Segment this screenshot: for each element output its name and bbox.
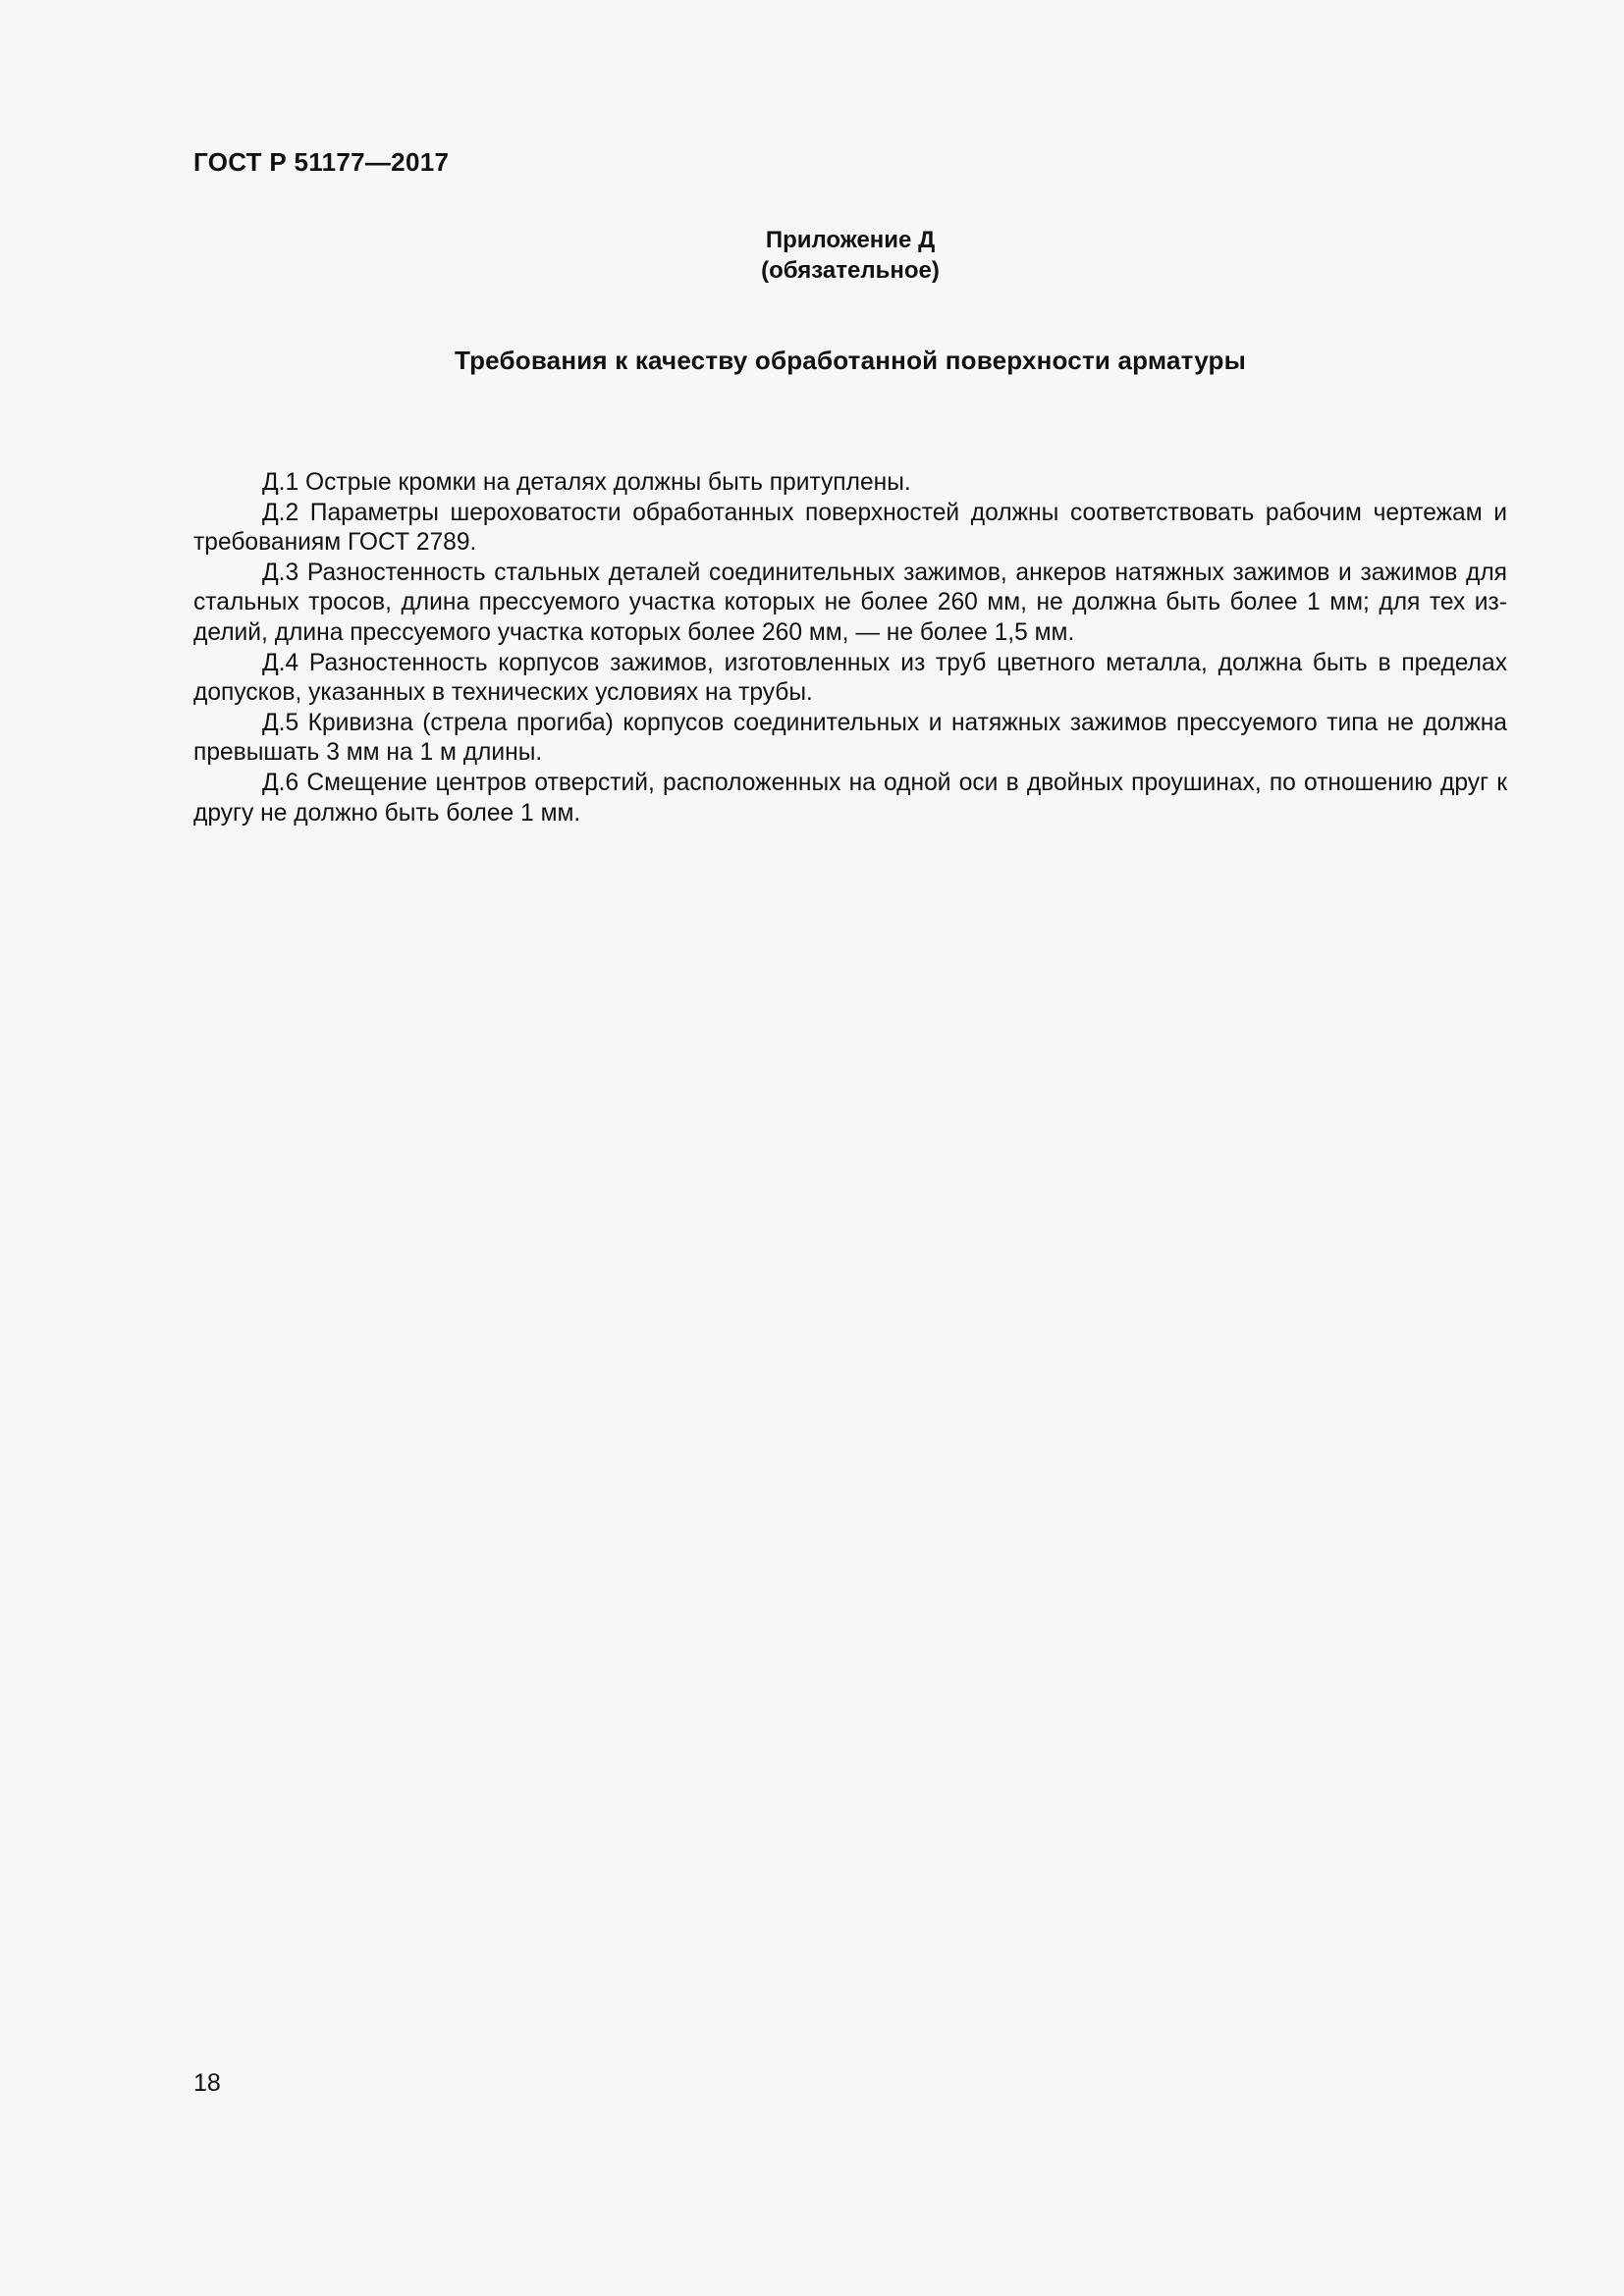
paragraph-d5: Д.5 Кривизна (стрела прогиба) корпусов соединительных и натяжных зажимов прессуемого типа не должна превышать 3 мм на 1 м длины. — [193, 709, 1507, 767]
document-code: ГОСТ Р 51177—2017 — [193, 147, 450, 177]
section-title: Требования к качеству обработанной поверхности арматуры — [454, 346, 1247, 375]
appendix-status: (обязательное) — [761, 257, 940, 284]
page-number: 18 — [193, 2069, 221, 2097]
paragraph-d1: Д.1 Острые кромки на деталях должны быть притуплены. — [262, 469, 911, 496]
body-text — [193, 468, 1507, 828]
appendix-heading — [193, 225, 1507, 286]
paragraph-d4: Д.4 Разностенность корпусов зажимов, изготовленных из труб цветного металла, должна быть в пределах допусков, указанных в технических условиях на трубы. — [193, 649, 1507, 707]
paragraph-d2: Д.2 Параметры шероховатости обработанных поверхностей должны соответствовать рабочим чертежам и требованиям ГОСТ 2789. — [193, 499, 1507, 557]
paragraph-d6: Д.6 Смещение центров отверстий, расположенных на одной оси в двойных проушинах, по отношению друг к другу не должно быть более 1 мм. — [193, 769, 1507, 827]
appendix-label: Приложение Д — [765, 227, 936, 253]
paragraph-d3: Д.3 Разностенность стальных деталей соединительных зажимов, анкеров натяжных зажимов и зажимов для стальных тросов, длина прессуемого участка которых не более 260 мм, не должна быть более 1 мм; для тех изделий, длина прессуемого участка которых более 260 мм, — не более 1,5 мм. — [193, 559, 1507, 646]
